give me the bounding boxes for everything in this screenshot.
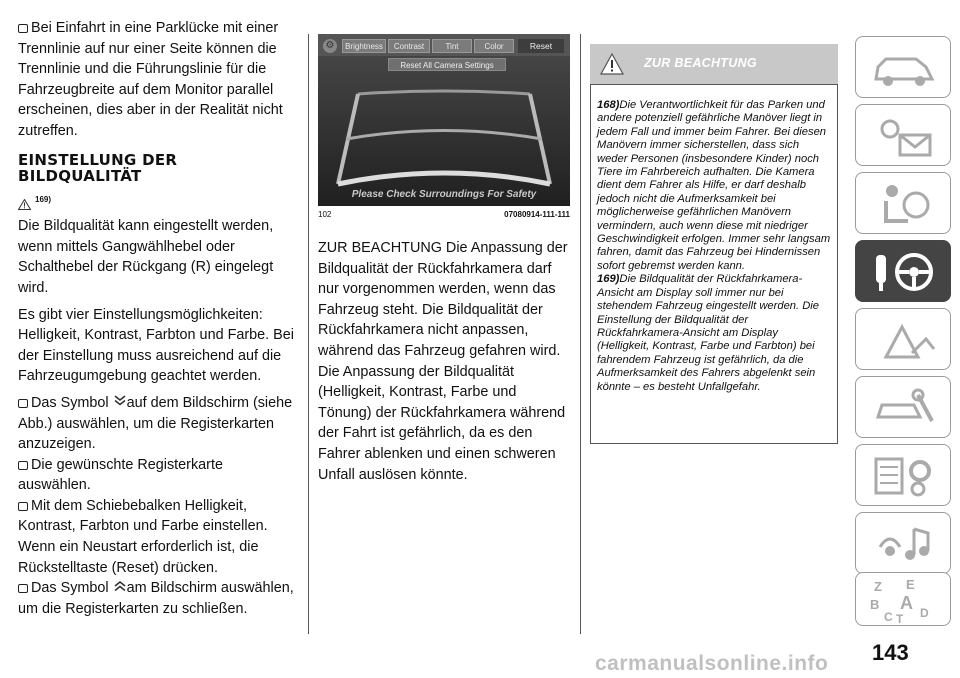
reset-button[interactable]: Reset (518, 39, 564, 53)
nav-tab-safety[interactable] (855, 172, 951, 234)
multimedia-icon (856, 513, 952, 575)
nav-tab-index[interactable] (855, 572, 951, 626)
settings-gear-icon[interactable]: ⚙ (323, 39, 337, 53)
page-number: 143 (872, 640, 909, 665)
paragraph: ZUR BEACHTUNG Die Anpassung der Bildqualität der Rückfahrkamera darf nur vorgenommen werden, wenn das Fahrzeug steht. Die Bildqualität der Rückfahrkamera nicht anpassen, während das Fahrzeug gefahren wird. Die Anpassung der Bildqualität (Helligkeit, Kontrast, Farbe und Tönung) der Rückfahrkamera während der Fahrt ist gefährlich, da es den Fahrer ablenken und einen schweren Unfall auslösen könnte. (318, 240, 568, 483)
tab-tint[interactable]: Tint (432, 39, 472, 53)
column-divider (308, 34, 309, 634)
index-letter: C (884, 610, 893, 624)
bullet-square (18, 502, 28, 511)
column-divider (580, 34, 581, 634)
nav-tab-warning-lights[interactable] (855, 104, 951, 166)
paragraph: Es gibt vier Einstellungsmöglichkeiten: Helligkeit, Kontrast, Farbton und Farbe. Bei der Einstellung muss ausreichend auf die Fahrzeugumgebung geachtet werden. (18, 306, 294, 385)
nav-tab-emergency[interactable] (855, 308, 951, 370)
list-item: Das Symbol auf dem Bildschirm (siehe Abb.) auswählen, um die Registerkarten anzuzeigen. (18, 394, 293, 453)
index-letter: E (906, 577, 915, 592)
list-item: Das Symbol am Bildschirm auswählen, um die Registerkarten zu schließen. (18, 580, 294, 617)
nav-tab-car-exterior[interactable] (855, 36, 951, 98)
nav-tab-starting-driving[interactable] (855, 240, 951, 302)
bullet-square (18, 399, 28, 408)
alphabetical-index-icon (856, 573, 952, 627)
index-letter: B (870, 597, 880, 612)
figure-caption (318, 210, 570, 219)
notice-header (590, 44, 838, 84)
safety-warning-text: Please Check Surroundings For Safety (351, 189, 537, 200)
warning-triangle-icon (18, 199, 31, 210)
nav-tab-multimedia[interactable] (855, 512, 951, 574)
figure-id: 07080914-111-111 (504, 210, 570, 219)
bullet-square (18, 24, 28, 33)
list-item: Mit dem Schiebebalken Helligkeit, Kontrast, Farbton und Farbe einstellen. Wenn ein Neustart erforderlich ist, die Rückstelltaste (Reset) drücken. (18, 497, 268, 576)
column-middle (318, 238, 570, 491)
maintenance-gears-icon (856, 445, 952, 507)
rear-camera-figure (318, 34, 570, 206)
index-letter: Z (874, 579, 882, 594)
section-heading: EINSTELLUNG DER BILDQUALITÄT (18, 150, 178, 185)
nav-tab-technical-data[interactable] (855, 444, 951, 506)
notice-title: ZUR BEACHTUNG (644, 56, 757, 70)
roadside-emergency-icon (856, 309, 952, 371)
warning-lights-envelope-icon (856, 105, 952, 167)
reset-all-button[interactable]: Reset All Camera Settings (388, 58, 506, 71)
airbag-seat-icon (856, 173, 952, 235)
watermark: carmanualsonline.info (595, 652, 829, 675)
car-wrench-icon (856, 377, 952, 439)
tab-contrast[interactable]: Contrast (388, 39, 430, 53)
index-letter: T (896, 612, 904, 626)
double-chevron-down-icon (113, 394, 127, 408)
nav-tab-servicing[interactable] (855, 376, 951, 438)
tab-color[interactable]: Color (474, 39, 514, 53)
key-steering-wheel-icon (856, 241, 952, 303)
tab-brightness[interactable]: Brightness (342, 39, 386, 53)
column-left (18, 18, 298, 619)
notice-item: 169)Die Bildqualität der Rückfahrkamera-Ansicht am Display soll immer nur bei stehendem Fahrzeug eingestellt werden. Die Einstellung der Bildqualität der Rückfahrkamera-Ansicht am Display (Helligkeit, Kontrast, Farbe und Farbton) bei fahrendem Fahrzeug ist gefährlich, da die Aufmerksamkeit des Fahrers abgelenkt sein könnte – es besteht Unfallgefahr. (597, 273, 820, 393)
bullet-square (18, 584, 28, 593)
warning-triangle-icon (600, 53, 624, 75)
paragraph: Die Bildqualität kann eingestellt werden, wenn mittels Gangwählhebel oder Schalthebel der Rückgang (R) eingelegt wird. (18, 218, 274, 296)
intro-paragraph: Bei Einfahrt in eine Parklücke mit einer Trennlinie auf nur einer Seite können die Trennlinie und die Führungslinie für die Fahrzeugbreite auf dem Monitor parallel erscheinen, dies aber in der Realität nicht zutreffen. (18, 20, 283, 139)
index-letter: A (900, 593, 913, 613)
car-exterior-icon (856, 37, 952, 99)
notice-body (590, 84, 838, 444)
double-chevron-up-icon (113, 579, 127, 593)
figure-number: 102 (318, 210, 332, 219)
bullet-square (18, 461, 28, 470)
notice-item: 168)Die Verantwortlichkeit für das Parken und andere potenziell gefährliche Manöver liegt in jedem Fall und immer beim Fahrer. Bei diesen Manövern immer sicherstellen, dass sich weder Personen (insbesondere Kinder) noch Tiere im Fahrbereich aufhalten. Die Kamera dient dem Fahrer als Hilfe, er darf deshalb jedoch nicht die Aufmerksamkeit bei möglicherweise gefährlichen Manövern vermindern, auch wenn diese mit niedriger Geschwindigkeit erfolgen. Immer sehr langsam fahren, damit das Fahrzeug bei Hindernissen sofort gebremst werden kann. (597, 99, 831, 272)
warning-reference: 169) (18, 190, 298, 211)
list-item: Die gewünschte Registerkarte auswählen. (18, 456, 223, 494)
index-letter: D (920, 606, 929, 620)
